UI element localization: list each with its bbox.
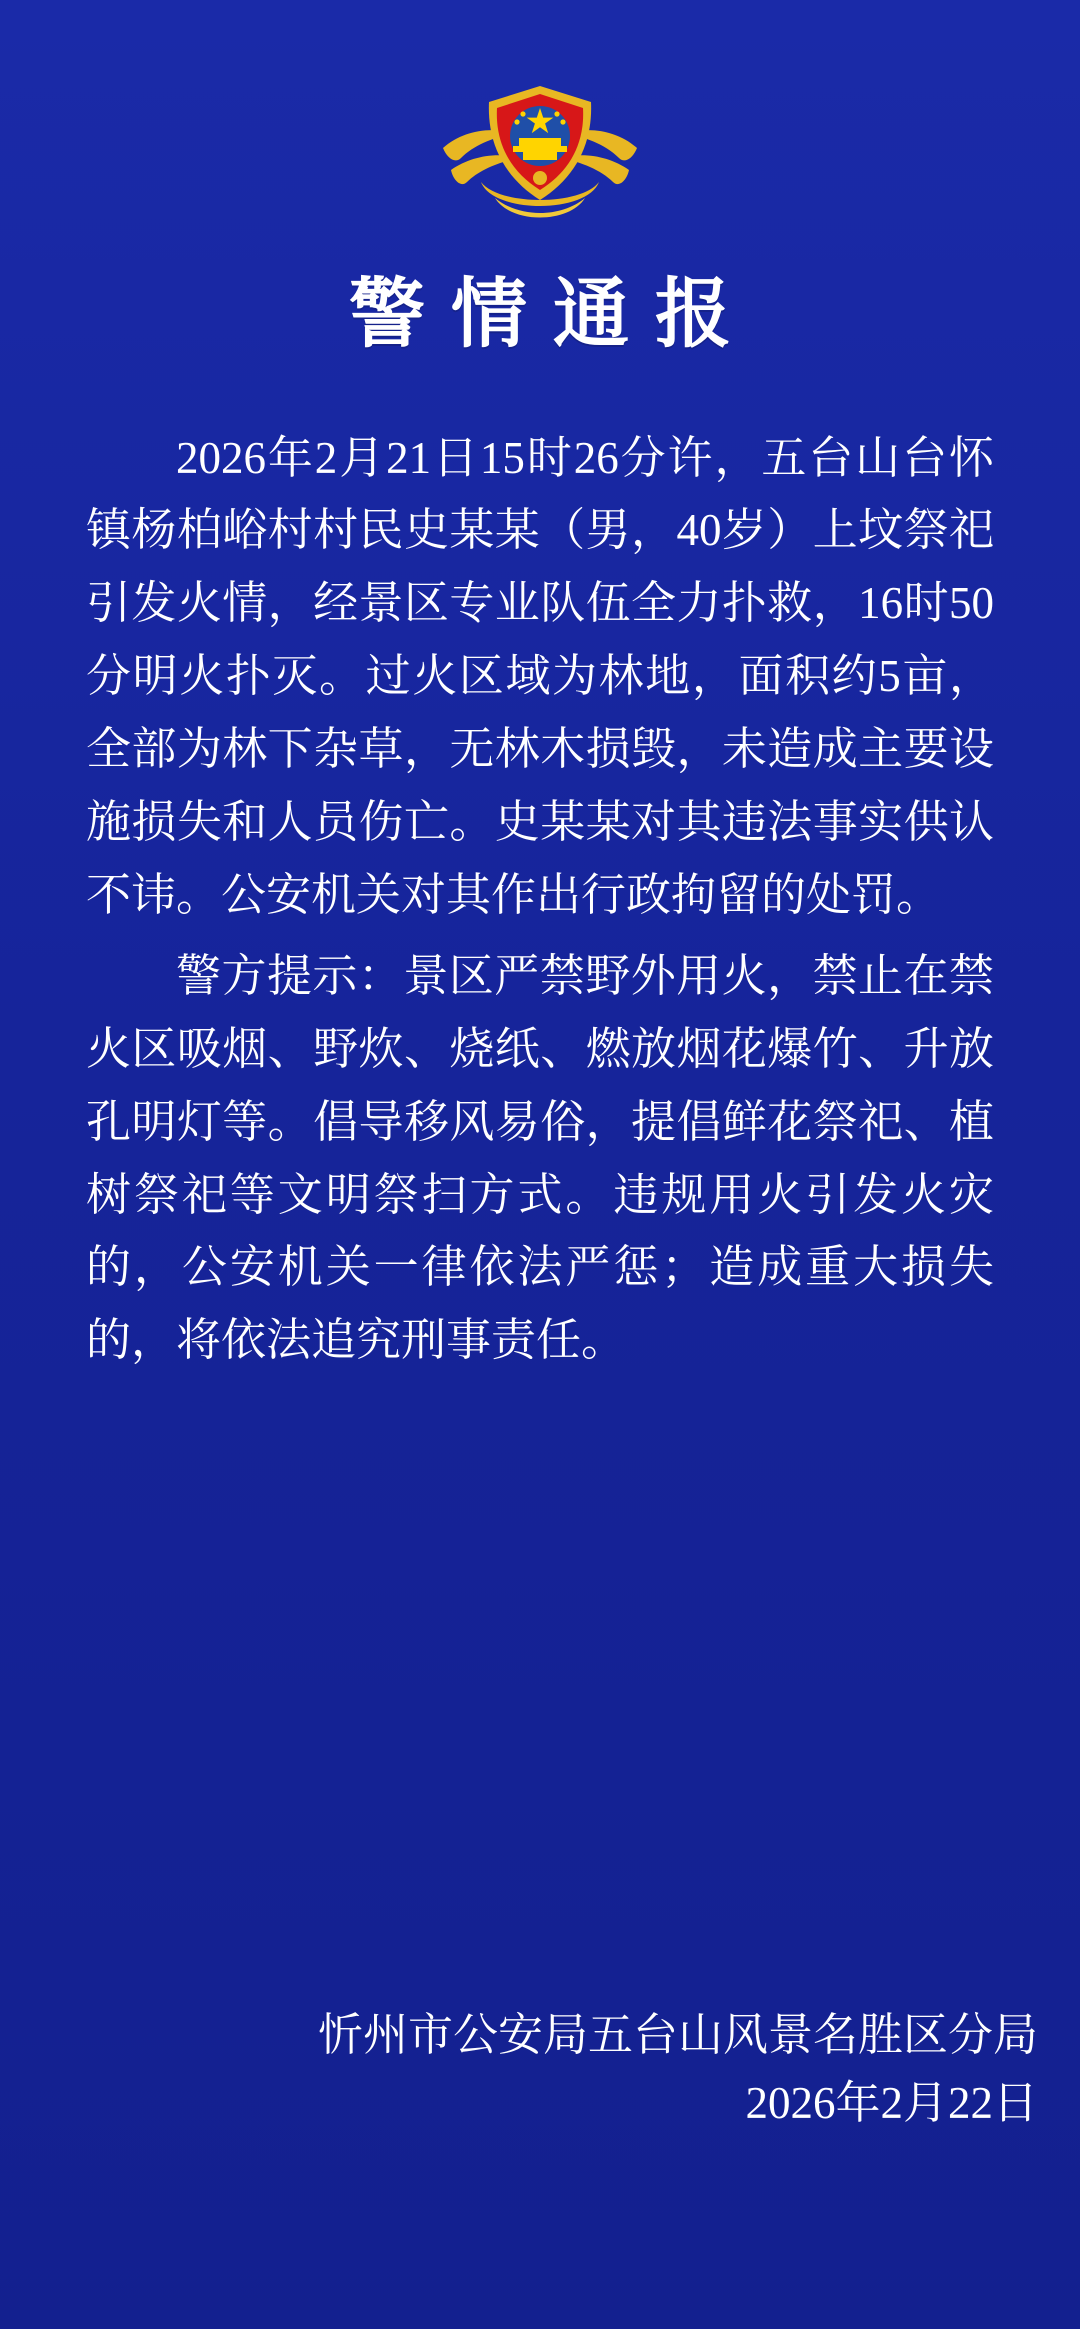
issuing-organization: 忻州市公安局五台山风景名胜区分局 xyxy=(317,2010,1038,2060)
notice-paragraph-1: 2026年2月21日15时26分许，五台山台怀镇杨柏峪村村民史某某（男，40岁）上坟祭祀引发火情，经景区专业队伍全力扑救，16时50分明火扑灭。过火区域为林地，面积约5亩，全部为林下杂草，无林木损毁，未造成主要设施损失和人员伤亡。史某某对其违法事实供认不讳。公安机关对其作出行政拘留的处罚。 xyxy=(86,432,994,920)
police-badge-icon xyxy=(435,78,645,228)
notice-paragraph-2: 警方提示：景区严禁野外用火，禁止在禁火区吸烟、野炊、烧纸、燃放烟花爆竹、升放孔明灯等。倡导移风易俗，提倡鲜花祭祀、植树祭祀等文明祭扫方式。违规用火引发火灾的，公安机关一律依法严惩；造成重大损失的，将依法追究刑事责任。 xyxy=(86,950,994,1366)
signature-block xyxy=(318,2002,1038,2137)
page-title: 警情通报 xyxy=(349,273,757,357)
issue-date: 2026年2月22日 xyxy=(745,2077,1038,2128)
notice-body xyxy=(86,422,994,1384)
